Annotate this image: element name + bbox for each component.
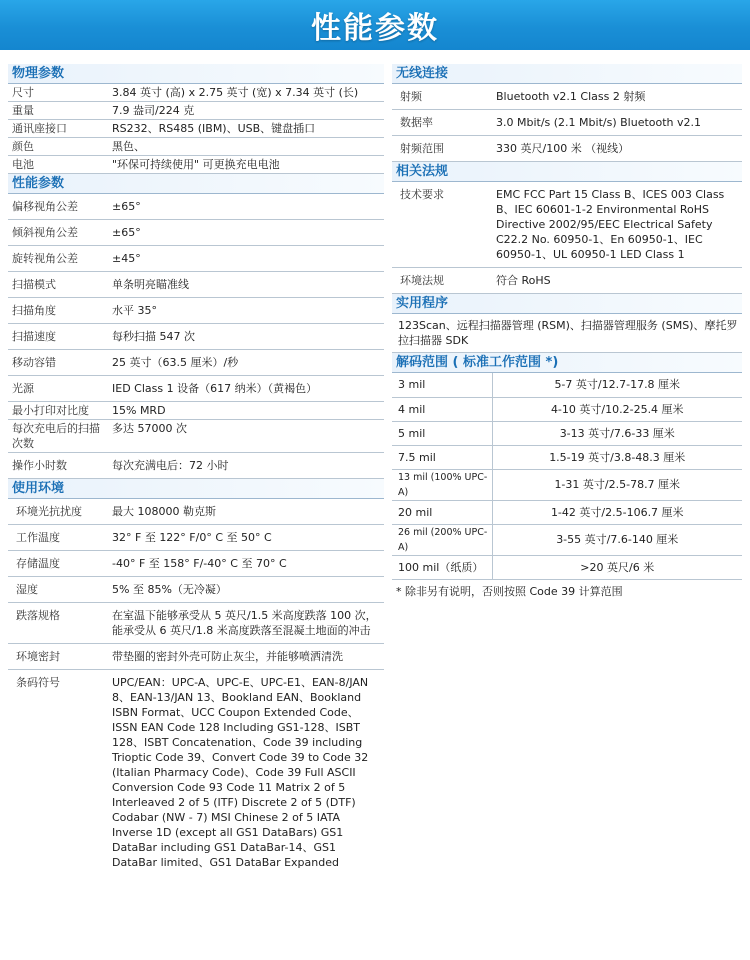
title-banner <box>0 0 750 50</box>
mil-cell: 20 mil <box>392 500 492 524</box>
spec-row <box>8 120 384 138</box>
decode-range-footnote: * 除非另有说明，否则按照 Code 39 计算范围 <box>396 584 623 598</box>
spec-row <box>8 84 384 102</box>
spec-row <box>392 110 742 136</box>
spec-key: 倾斜视角公差 <box>12 226 78 239</box>
spec-row <box>8 272 384 298</box>
spec-row <box>8 603 384 644</box>
spec-key: 旋转视角公差 <box>12 252 78 265</box>
spec-row <box>8 350 384 376</box>
spec-key: 扫描速度 <box>12 330 56 343</box>
section-heading-decode-range: 解码范围 ( 标准工作范围 *) <box>392 353 742 373</box>
range-cell: 4-10 英寸/10.2-25.4 厘米 <box>492 397 742 421</box>
section-heading-performance: 性能参数 <box>8 174 384 194</box>
spec-value: RS232、RS485 (IBM)、USB、键盘插口 <box>112 122 316 135</box>
section-heading-wireless: 无线连接 <box>392 64 742 84</box>
spec-row <box>8 298 384 324</box>
range-cell: 5-7 英寸/12.7-17.8 厘米 <box>492 373 742 397</box>
spec-row <box>8 324 384 350</box>
spec-key: 偏移视角公差 <box>12 200 78 213</box>
spec-value: 水平 35° <box>112 304 157 317</box>
mil-cell: 100 mil（纸质） <box>392 555 492 579</box>
spec-value: 符合 RoHS <box>496 274 551 287</box>
spec-value: 5% 至 85%（无冷凝） <box>112 583 227 596</box>
spec-key: 移动容错 <box>12 356 56 369</box>
table-row <box>392 555 742 579</box>
spec-key: 数据率 <box>400 116 433 129</box>
mil-cell: 26 mil (200% UPC-A) <box>392 524 492 555</box>
right-column <box>392 64 742 602</box>
spec-value: 每次充满电后：72 小时 <box>112 459 229 472</box>
spec-value: 多达 57000 次 <box>112 422 187 435</box>
spec-key: 存储温度 <box>16 557 60 570</box>
table-row <box>392 421 742 445</box>
spec-row <box>8 499 384 525</box>
spec-value: 330 英尺/100 米 （视线） <box>496 142 630 155</box>
spec-value: 32° F 至 122° F/0° C 至 50° C <box>112 531 272 544</box>
spec-row <box>8 577 384 603</box>
table-row <box>392 397 742 421</box>
spec-value: "环保可持续使用" 可更换充电电池 <box>112 158 280 171</box>
spec-value: 黑色、 <box>112 140 145 153</box>
decode-range-table <box>392 373 742 580</box>
table-row <box>392 524 742 555</box>
spec-value: 7.9 盎司/224 克 <box>112 104 195 117</box>
spec-key: 射频范围 <box>400 142 444 155</box>
spec-row <box>8 402 384 420</box>
range-cell: 1-31 英寸/2.5-78.7 厘米 <box>492 469 742 500</box>
page-title: 性能参数 <box>311 11 439 46</box>
table-row <box>392 469 742 500</box>
section-heading-physical: 物理参数 <box>8 64 384 84</box>
spec-row <box>8 376 384 402</box>
spec-value: Bluetooth v2.1 Class 2 射频 <box>496 90 646 103</box>
spec-key: 颜色 <box>12 140 34 153</box>
mil-cell: 7.5 mil <box>392 445 492 469</box>
spec-key: 尺寸 <box>12 86 34 99</box>
table-row <box>392 373 742 397</box>
spec-row <box>8 525 384 551</box>
mil-cell: 13 mil (100% UPC-A) <box>392 469 492 500</box>
spec-value: 3.84 英寸 (高) x 2.75 英寸 (宽) x 7.34 英寸 (长) <box>112 86 359 99</box>
range-cell: >20 英尺/6 米 <box>492 555 742 579</box>
spec-row <box>8 246 384 272</box>
spec-value: 15% MRD <box>112 404 166 417</box>
spec-key: 技术要求 <box>400 188 444 201</box>
spec-value: 3.0 Mbit/s (2.1 Mbit/s) Bluetooth v2.1 <box>496 116 702 129</box>
spec-value: EMC FCC Part 15 Class B、ICES 003 Class B、IEC 60601-1-2 Environmental RoHS Directive 2002/95/EEC Electrical Safety C22.2 No. 60950-1、En 60950-1、IEC 60950-1、UL 60950-1 LED Class 1 <box>496 188 725 261</box>
spec-value: 每秒扫描 547 次 <box>112 330 195 343</box>
spec-row <box>8 551 384 577</box>
wireless-table <box>392 84 742 162</box>
spec-key: 湿度 <box>16 583 38 596</box>
spec-key: 射频 <box>400 90 422 103</box>
range-cell: 1.5-19 英寸/3.8-48.3 厘米 <box>492 445 742 469</box>
spec-row <box>392 84 742 110</box>
spec-row <box>392 136 742 162</box>
section-heading-regulatory: 相关法规 <box>392 162 742 182</box>
spec-row <box>8 220 384 246</box>
spec-value: ±45° <box>112 252 141 265</box>
spec-row <box>8 156 384 174</box>
regulatory-table <box>392 182 742 294</box>
utilities-text: 123Scan、远程扫描器管理 (RSM)、扫描器管理服务 (SMS)、摩托罗拉扫描器 SDK <box>392 314 742 353</box>
spec-value: 25 英寸（63.5 厘米）/秒 <box>112 356 239 369</box>
spec-key: 环境密封 <box>16 650 60 663</box>
spec-row <box>8 194 384 220</box>
spec-key: 通讯座接口 <box>12 122 67 135</box>
range-cell: 1-42 英寸/2.5-106.7 厘米 <box>492 500 742 524</box>
section-heading-utilities: 实用程序 <box>392 294 742 314</box>
spec-row <box>8 138 384 156</box>
left-column <box>8 64 384 875</box>
spec-key: 扫描角度 <box>12 304 56 317</box>
spec-key: 扫描模式 <box>12 278 56 291</box>
spec-key: 条码符号 <box>16 676 60 689</box>
spec-key: 环境法规 <box>400 274 444 287</box>
spec-row <box>8 420 384 453</box>
spec-key: 工作温度 <box>16 531 60 544</box>
spec-value: 单条明亮瞄准线 <box>112 278 189 291</box>
spec-row <box>8 453 384 479</box>
spec-value: 带垫圈的密封外壳可防止灰尘，并能够喷洒清洗 <box>112 650 343 663</box>
mil-cell: 4 mil <box>392 397 492 421</box>
spec-key: 电池 <box>12 158 34 171</box>
spec-key: 环境光抗扰度 <box>16 505 82 518</box>
spec-value: ±65° <box>112 200 141 213</box>
spec-value: 在室温下能够承受从 5 英尺/1.5 米高度跌落 100 次，能承受从 6 英尺/1.8 米高度跌落至混凝土地面的冲击 <box>112 609 377 637</box>
spec-key: 操作小时数 <box>12 459 67 472</box>
section-heading-environment: 使用环境 <box>8 479 384 499</box>
performance-table <box>8 194 384 479</box>
spec-value: ±65° <box>112 226 141 239</box>
spec-value: UPC/EAN：UPC-A、UPC-E、UPC-E1、EAN-8/JAN 8、EAN-13/JAN 13、Bookland EAN、Bookland ISBN Format、UCC Coupon Extended Code、ISSN EAN Code 128 Including GS1-128、ISBT 128、ISBT Concatenation、Code 39 including Trioptic Code 39、Convert Code 39 to Code 32 (Italian Pharmacy Code)、Code 39 Full ASCII Conversion Code 93 Code 11 Matrix 2 of 5 Interleaved 2 of 5 (ITF) Discrete 2 of 5 (DTF) Codabar (NW - 7) MSI Chinese 2 of 5 IATA Inverse 1D (except all GS1 DataBars) GS1 DataBar including GS1 DataBar-14、GS1 DataBar limited、GS1 DataBar Expanded <box>112 676 369 869</box>
spec-value: 最大 108000 勒克斯 <box>112 505 216 518</box>
environment-table <box>8 499 384 875</box>
spec-row <box>392 182 742 268</box>
spec-row <box>8 644 384 670</box>
spec-value: -40° F 至 158° F/-40° C 至 70° C <box>112 557 287 570</box>
mil-cell: 3 mil <box>392 373 492 397</box>
spec-key: 每次充电后的扫描次数 <box>12 422 100 450</box>
mil-cell: 5 mil <box>392 421 492 445</box>
spec-row <box>392 268 742 294</box>
table-row <box>392 445 742 469</box>
table-row <box>392 500 742 524</box>
spec-row <box>8 102 384 120</box>
spec-key: 跌落规格 <box>16 609 60 622</box>
spec-key: 光源 <box>12 382 34 395</box>
spec-key: 最小打印对比度 <box>12 404 89 417</box>
spec-row <box>8 670 384 875</box>
spec-key: 重量 <box>12 104 34 117</box>
spec-value: IED Class 1 设备（617 纳米）（黄褐色） <box>112 382 318 395</box>
physical-table <box>8 84 384 174</box>
range-cell: 3-55 英寸/7.6-140 厘米 <box>492 524 742 555</box>
range-cell: 3-13 英寸/7.6-33 厘米 <box>492 421 742 445</box>
